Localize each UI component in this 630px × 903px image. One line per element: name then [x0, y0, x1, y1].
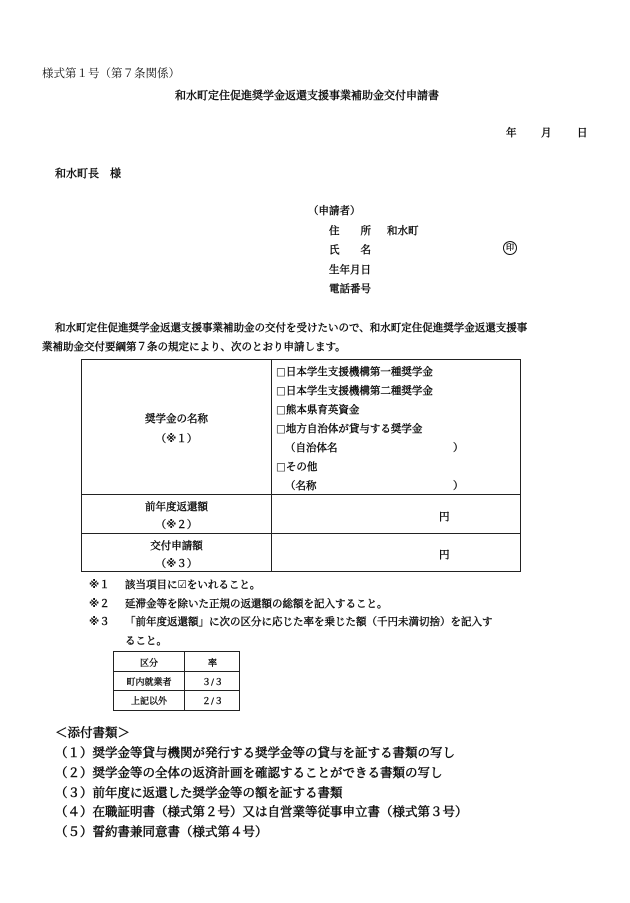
option-other[interactable]: □その他: [276, 461, 318, 473]
prev-year-unit[interactable]: 円: [439, 511, 450, 523]
note2-mark: ※２: [89, 598, 110, 610]
attachment-item: （５）誓約書兼同意書（様式第４号）: [55, 824, 268, 839]
rate-row-category: 町内就業者: [126, 678, 172, 688]
option-jasso-type2[interactable]: □日本学生支援機構第二種奨学金: [276, 385, 433, 397]
form-number: 様式第１号（第７条関係）: [42, 66, 180, 80]
grant-amount-note: （※３）: [155, 558, 198, 570]
attachment-item: （４）在職証明書（様式第２号）又は自営業等従事申立書（様式第３号）: [55, 804, 468, 819]
note3-text-line1: 「前年度返還額」に次の区分に応じた率を乗じた額（千円未満切捨）を記入す: [125, 616, 493, 628]
municipality-name-field[interactable]: （自治体名 ）: [285, 442, 464, 454]
attachment-item: （３）前年度に返還した奨学金等の額を証する書類: [55, 785, 343, 800]
note1-text: 該当項目に☑をいれること。: [125, 579, 261, 591]
rate-header-rate: 率: [207, 659, 217, 669]
rate-row-category: 上記以外: [130, 697, 167, 707]
scholarship-name-label: 奨学金の名称: [145, 413, 208, 425]
option-municipal-scholarship[interactable]: □地方自治体が貸与する奨学金: [276, 423, 423, 435]
applicant-heading: （申請者）: [308, 205, 361, 217]
body-text-line1: 和水町定住促進奨学金返還支援事業補助金の交付を受けたいので、和水町定住促進奨学金返還支援事: [55, 322, 528, 334]
rate-row-value: ２/３: [201, 697, 224, 707]
note3-mark: ※３: [89, 616, 110, 628]
address-value: 和水町: [387, 225, 419, 237]
grant-amount-label: 交付申請額: [150, 540, 203, 552]
scholarship-note: （※１）: [155, 433, 198, 445]
option-jasso-type1[interactable]: □日本学生支援機構第一種奨学金: [276, 366, 433, 378]
date-month-label: 月: [541, 127, 552, 139]
note1-mark: ※１: [89, 579, 110, 591]
seal-mark: 印: [503, 241, 517, 255]
attachment-item: （２）奨学金等の全体の返済計画を確認することができる書類の写し: [55, 765, 443, 780]
attachment-item: （１）奨学金等貸与機関が発行する奨学金等の貸与を証する書類の写し: [55, 745, 456, 760]
rate-row-value: ３/３: [201, 678, 224, 688]
birthdate-label: 生年月日: [329, 264, 371, 276]
rate-table: [113, 651, 240, 711]
note2-text: 延滞金等を除いた正規の返還額の総額を記入すること。: [125, 598, 388, 610]
grant-amount-unit[interactable]: 円: [439, 549, 450, 561]
document-title: 和水町定住促進奨学金返還支援事業補助金交付申請書: [175, 89, 439, 102]
rate-header-category: 区分: [139, 659, 158, 669]
address-label: 住 所: [329, 225, 371, 237]
date-day-label: 日: [577, 127, 588, 139]
note3-text-line2: ること。: [125, 635, 167, 647]
attachments-heading: ＜添付書類＞: [55, 725, 131, 740]
date-year-label: 年: [506, 127, 517, 139]
phone-label: 電話番号: [329, 283, 371, 295]
application-table: [81, 359, 521, 572]
other-name-field[interactable]: （名称 ）: [285, 480, 464, 492]
prev-year-repayment-note: （※２）: [155, 519, 198, 531]
option-kumamoto-ikuei[interactable]: □熊本県育英資金: [276, 404, 360, 416]
name-label: 氏 名: [329, 244, 371, 256]
body-text-line2: 業補助金交付要綱第７条の規定により、次のとおり申請します。: [42, 341, 346, 353]
addressee: 和水町長 様: [55, 167, 121, 180]
prev-year-repayment-label: 前年度返還額: [145, 501, 208, 513]
